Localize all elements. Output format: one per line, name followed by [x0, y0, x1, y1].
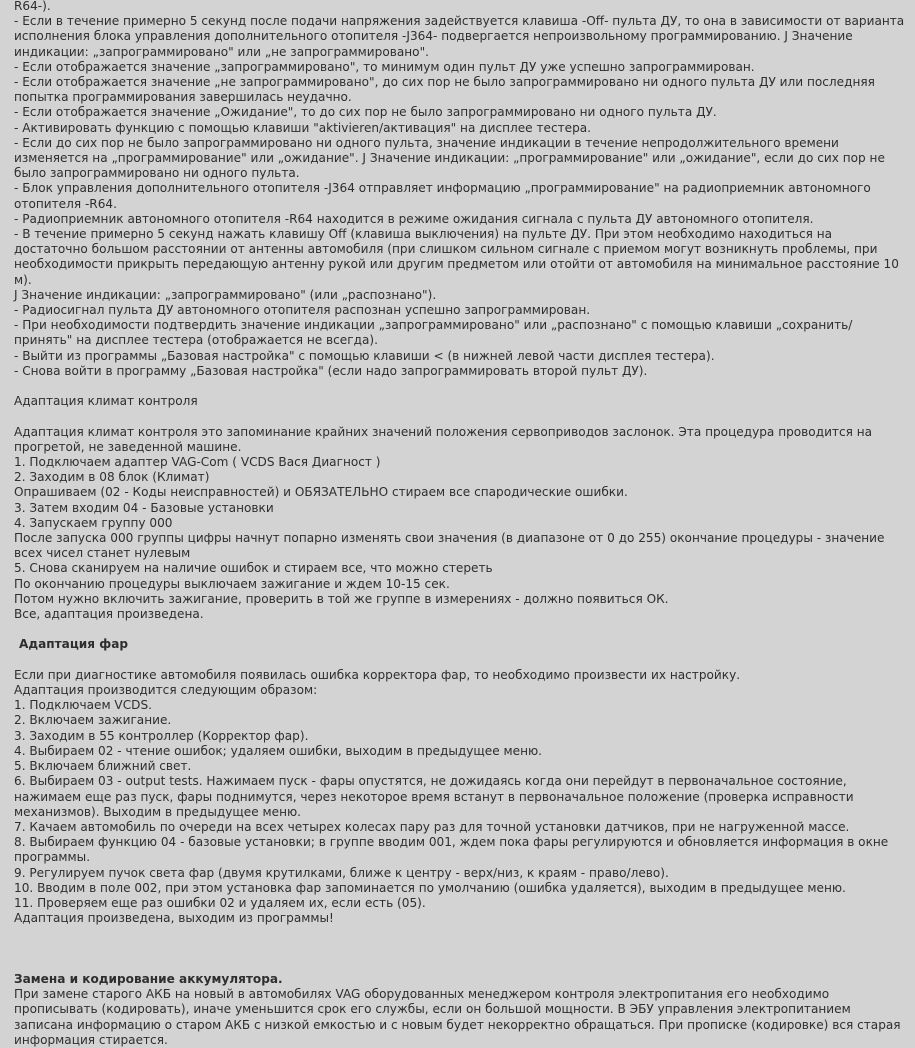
text-line: попытка программирования завершилась неудачно. — [14, 90, 352, 105]
text-line: При замене старого АКБ на новый в автомобилях VAG оборудованных менеджером контроля электропитания его необходимо — [14, 987, 830, 1002]
text-line: R64-). — [14, 0, 51, 13]
heater-remote-instructions — [14, 0, 904, 379]
text-line: принять" на дисплее тестера (отображается не всегда). — [14, 333, 378, 348]
spacer — [14, 942, 904, 957]
text-line: м). — [14, 272, 32, 287]
text-line: - Блок управления дополнительного отопителя -J364 отправляет информацию „программирование" на радиоприемник автономного — [14, 181, 871, 196]
text-line: программы. — [14, 850, 91, 865]
text-line: всех чисел станет нулевым — [14, 546, 191, 561]
text-line: 4. Выбираем 02 - чтение ошибок; удаляем ошибки, выходим в предыдущее меню. — [14, 743, 543, 758]
text-line: Адаптация произведена, выходим из программы! — [14, 911, 334, 926]
text-line: 1. Подключаем адаптер VAG-Com ( VCDS Вася Диагност ) — [14, 455, 381, 470]
text-line: Если при диагностике автомобиля появилась ошибка корректора фар, то необходимо произвести их настройку. — [14, 667, 741, 682]
spacer — [14, 653, 904, 668]
text-line: Все, адаптация произведена. — [14, 607, 204, 622]
text-line: индикации: „запрограммировано" или „не запрограммировано". — [14, 44, 429, 59]
text-line: механизмов). Выходим в предыдущее меню. — [14, 804, 302, 819]
spacer — [14, 926, 904, 941]
text-line: 1. Подключаем VCDS. — [14, 698, 152, 713]
text-line: исполнения блока управления дополнительного отопителя -J364- подвергается непроизвольному программированию. J Значение — [14, 29, 853, 44]
text-line: 3. Затем входим 04 - Базовые установки — [14, 500, 274, 515]
text-line: - Активировать функцию с помощью клавиши "aktivieren/активация" на дисплее тестера. — [14, 120, 592, 135]
text-line: - Выйти из программы „Базовая настройка" с помощью клавиши < (в нижней левой части дисплея тестера). — [14, 348, 715, 363]
article-body — [14, 0, 904, 1048]
text-line: Адаптация климат контроля это запоминание крайних значений положения сервоприводов заслонок. Эта процедура проводится на — [14, 424, 873, 439]
text-line: - Если отображается значение „Ожидание", то до сих пор не было запрограммировано ни одного пульта ДУ. — [14, 105, 717, 120]
text-line: 6. Выбираем 03 - output tests. Нажимаем пуск - фары опустятся, не дожидаясь когда они перейдут в первоначальное состояние, — [14, 774, 847, 789]
battery-coding-section — [14, 987, 904, 1048]
spacer — [14, 622, 904, 637]
text-line: изменяется на „программирование" или „ожидание". J Значение индикации: „программирование" или „ожидание", если до сих пор не — [14, 151, 885, 166]
text-line: 9. Регулируем пучок света фар (двумя крутилками, ближе к центру - верх/низ, к краям - право/лево). — [14, 865, 669, 880]
text-line: - Если отображается значение „запрограммировано", то минимум один пульт ДУ уже успешно запрограммирован. — [14, 59, 755, 74]
text-line: 3. Заходим в 55 контроллер (Корректор фар). — [14, 728, 309, 743]
climate-adaptation-section — [14, 425, 904, 623]
text-line: 2. Заходим в 08 блок (Климат) — [14, 470, 210, 485]
section-title-battery: Замена и кодирование аккумулятора. — [14, 971, 283, 986]
text-line: - Если в течение примерно 5 секунд после подачи напряжения задействуется клавиша -Off- пульта ДУ, то она в зависимости от варианта — [14, 14, 905, 29]
text-line: - Радиоприемник автономного отопителя -R64 находится в режиме ожидания сигнала с пульта ДУ автономного отопителя. — [14, 211, 814, 226]
text-line: необходимости прикрыть передающую антенну рукой или другим предметом или отойти от автомобиля на минимальное расстояние 10 — [14, 257, 899, 272]
text-line: нажимаем еще раз пуск, фары поднимутся, через некоторое время встанут в первоначальное положение (проверка исправности — [14, 789, 854, 804]
text-line: достаточно большом расстоянии от антенны автомобиля (при слишком сильном сигнале с приемом могут возникнуть проблемы, при — [14, 242, 878, 257]
spacer — [14, 409, 904, 424]
spacer — [14, 379, 904, 394]
text-line: прогретой, не заведенной машине. — [14, 439, 242, 454]
text-line: Адаптация производится следующим образом: — [14, 683, 318, 698]
spacer — [14, 957, 904, 972]
text-line: прописывать (кодировать), иначе уменьшится срок его службы, если он большой мощности. В ЭБУ управления электропитанием — [14, 1002, 851, 1017]
text-line: 10. Вводим в поле 002, при этом установка фар запоминается по умолчанию (ошибка удаляется), выходим в предыдущее меню. — [14, 880, 846, 895]
text-line: отопителя -R64. — [14, 196, 117, 211]
text-line: - В течение примерно 5 секунд нажать клавишу Off (клавиша выключения) на пульте ДУ. При этом необходимо находиться на — [14, 227, 833, 242]
text-line: Опрашиваем (02 - Коды неисправностей) и ОБЯЗАТЕЛЬНО стираем все спародические ошибки. — [14, 485, 628, 500]
text-line: 7. Качаем автомобиль по очереди на всех четырех колесах пару раз для точной установки датчиков, при не нагруженной массе. — [14, 819, 850, 834]
text-line: записана информацию о старом АКБ с низкой емкостью и с новым будет некорректно обращаться. При прописке (кодировке) вся старая — [14, 1017, 901, 1032]
text-line: Потом нужно включить зажигание, проверить в той же группе в измерениях - должно появиться ОК. — [14, 591, 669, 606]
text-line: - Снова войти в программу „Базовая настройка" (если надо запрограммировать второй пульт ДУ). — [14, 363, 648, 378]
text-line: 11. Проверяем еще раз ошибки 02 и удаляем их, если есть (05). — [14, 895, 426, 910]
text-line: По окончанию процедуры выключаем зажигание и ждем 10-15 сек. — [14, 576, 450, 591]
text-line: 2. Включаем зажигание. — [14, 713, 172, 728]
section-title-climate: Адаптация климат контроля — [14, 394, 198, 409]
text-line: 5. Снова сканируем на наличие ошибок и стираем все, что можно стереть — [14, 561, 493, 576]
text-line: 4. Запускаем группу 000 — [14, 515, 173, 530]
text-line: 5. Включаем ближний свет. — [14, 759, 192, 774]
text-line: информация стирается. — [14, 1032, 168, 1047]
text-line: 8. Выбираем функцию 04 - базовые установки; в группе вводим 001, ждем пока фары регулируются и обновляется информация в окне — [14, 835, 889, 850]
text-line: После запуска 000 группы цифры начнут попарно изменять свои значения (в диапазоне от 0 до 255) окончание процедуры - значение — [14, 531, 885, 546]
text-line: было запрограммировано ни одного пульта. — [14, 166, 300, 181]
text-line: J Значение индикации: „запрограммировано" (или „распознано"). — [14, 287, 437, 302]
headlight-adaptation-section — [14, 668, 904, 926]
section-title-headlights: Адаптация фар — [19, 637, 129, 652]
text-line: - Радиосигнал пульта ДУ автономного отопителя распознан успешно запрограммирован. — [14, 303, 591, 318]
text-line: - Если до сих пор не было запрограммировано ни одного пульта, значение индикации в течение непродолжительного времени — [14, 135, 839, 150]
text-line: - При необходимости подтвердить значение индикации „запрограммировано" или „распознано" с помощью клавиши „сохранить/ — [14, 318, 853, 333]
text-line: - Если отображается значение „не запрограммировано", до сих пор не было запрограммировано ни одного пульта ДУ или последняя — [14, 75, 875, 90]
